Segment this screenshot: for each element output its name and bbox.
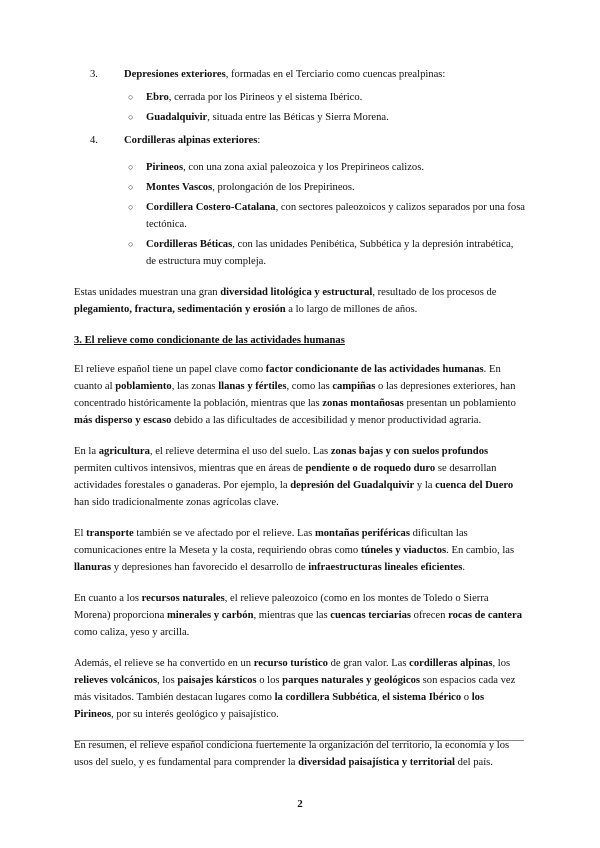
sub-list-item xyxy=(128,159,526,176)
sub-item-title: Guadalquivir xyxy=(146,112,208,123)
list-item-text: , formadas en el Terciario como cuencas prealpinas: xyxy=(225,69,446,80)
sub-item-text: , con sectores paleozoicos y calizos separados por una fosa tectónica. xyxy=(146,202,526,230)
sub-item-text: , prolongación de los Prepirineos. xyxy=(212,182,355,193)
page-content xyxy=(74,66,526,785)
sub-item-text: , con las unidades Penibética, Subbética y la depresión intrabética, de estructura muy compleja. xyxy=(146,239,514,267)
list-number: 3. xyxy=(90,69,98,80)
paragraph-transporte: El transporte también se ve afectado por el relieve. Las montañas periféricas dificultan las comunicaciones entre la Meseta y la costa, requiriendo obras como túneles y viaductos. En cambio, las llanuras y depresiones han favorecido el desarrollo de infraestructuras lineales eficientes. xyxy=(74,528,515,573)
sub-list-depresiones xyxy=(128,89,526,126)
circle-bullet-icon: ○ xyxy=(128,92,134,102)
sub-item-title: Pirineos xyxy=(146,162,184,173)
paragraph-poblamiento: El relieve español tiene un papel clave como factor condicionante de las actividades humanas. En cuanto al poblamiento, las zonas llanas y fértiles, como las campiñas o las depresiones exteriores, han concentrado históricamente la población, mientras que las zonas montañosas presentan un poblamiento más disperso y escaso debido a las dificultades de accesibilidad y menor productividad agraria. xyxy=(74,364,516,426)
summary-paragraph: Estas unidades muestran una gran diversidad litológica y estructural, resultado de los procesos de plegamiento, fractura, sedimentación y erosión a lo largo de millones de años. xyxy=(74,287,497,315)
paragraph-recursos: En cuanto a los recursos naturales, el relieve paleozoico (como en los montes de Toledo o Sierra Morena) proporciona minerales y carbón, mientras que las cuencas terciarias ofrecen rocas de cantera como caliza, yeso y arcilla. xyxy=(74,593,523,638)
footer-divider xyxy=(74,740,524,741)
circle-bullet-icon: ○ xyxy=(128,202,134,212)
paragraph-resumen: En resumen, el relieve español condiciona fuertemente la organización del territorio, la economía y los usos del suelo, y es fundamental para comprender la diversidad paisajística y territorial del país. xyxy=(74,740,510,768)
sub-list-item xyxy=(128,199,526,233)
list-item-text: : xyxy=(257,135,261,146)
section-heading: 3. El relieve como condicionante de las actividades humanas xyxy=(74,335,345,346)
paragraph-agricultura: En la agricultura, el relieve determina el uso del suelo. Las zonas bajas y con suelos profundos permiten cultivos intensivos, mientras que en áreas de pendiente o de roquedo duro se desarrollan actividades forestales o ganaderas. Por ejemplo, la depresión del Guadalquivir y la cuenca del Duero han sido tradicionalmente zonas agrícolas clave. xyxy=(74,446,514,508)
sub-item-title: Cordillera Costero-Catalana xyxy=(146,202,276,213)
circle-bullet-icon: ○ xyxy=(128,182,134,192)
sub-list-cordilleras xyxy=(128,159,526,270)
sub-list-item xyxy=(128,179,526,196)
list-item-cordilleras xyxy=(90,132,526,149)
sub-list-item xyxy=(128,89,526,106)
list-item-title: Depresiones exteriores xyxy=(124,69,226,80)
paragraph-turismo: Además, el relieve se ha convertido en un recurso turístico de gran valor. Las cordilleras alpinas, los relieves volcánicos, los paisajes kársticos o los parques naturales y geológicos son espacios cada vez más visitados. También destacan lugares como la cordillera Subbética, el sistema Ibérico o los Pirineos, por su interés geológico y paisajístico. xyxy=(74,658,516,720)
circle-bullet-icon: ○ xyxy=(128,239,134,249)
sub-item-title: Cordilleras Béticas xyxy=(146,239,233,250)
sub-item-text: , situada entre las Béticas y Sierra Morena. xyxy=(207,112,389,123)
sub-item-text: , con una zona axial paleozoica y los Prepirineos calizos. xyxy=(183,162,424,173)
sub-item-title: Montes Vascos xyxy=(146,182,213,193)
sub-item-title: Ebro xyxy=(146,92,169,103)
page-number: 2 xyxy=(297,798,303,810)
circle-bullet-icon: ○ xyxy=(128,162,134,172)
list-item-title: Cordilleras alpinas exteriores xyxy=(124,135,258,146)
sub-list-item xyxy=(128,236,526,270)
sub-list-item xyxy=(128,109,526,126)
circle-bullet-icon: ○ xyxy=(128,112,134,122)
list-item-depresiones xyxy=(90,66,526,83)
list-number: 4. xyxy=(90,135,98,146)
sub-item-text: , cerrada por los Pirineos y el sistema Ibérico. xyxy=(168,92,363,103)
